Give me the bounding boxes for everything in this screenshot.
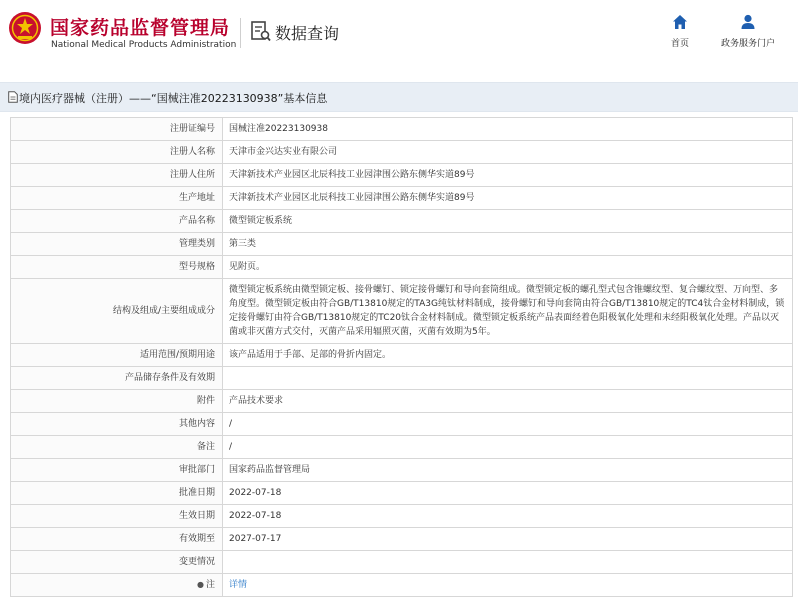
field-value: 第三类 [223,233,793,256]
field-label: 注册人名称 [11,141,223,164]
table-row [11,436,793,459]
field-label: 型号规格 [11,256,223,279]
nav-portal-label: 政务服务门户 [720,39,775,49]
field-label: 产品储存条件及有效期 [11,367,223,390]
field-value: 国家药品监督管理局 [223,459,793,482]
table-row [11,505,793,528]
note-label: 注 [205,580,215,590]
field-label: 管理类别 [11,233,223,256]
field-label: 注册证编号 [11,118,223,141]
field-value: 天津新技术产业园区北辰科技工业园津围公路东侧华实道89号 [223,187,793,210]
site-header [0,0,798,68]
registration-detail-table [10,117,793,597]
breadcrumb-bar [0,82,798,112]
national-emblem-logo [8,11,42,45]
table-row [11,141,793,164]
field-label: 其他内容 [11,413,223,436]
field-value: 国械注准20223130938 [223,118,793,141]
field-label: 产品名称 [11,210,223,233]
field-value: 2027-07-17 [223,528,793,551]
field-value [223,574,793,597]
field-value: 微型锁定板系统由微型锁定板、接骨螺钉、锁定接骨螺钉和导向套筒组成。微型锁定板的螺孔型式包含锥螺纹型、复合螺纹型、万向型、多角度型。微型锁定板由符合GB/T13810规定的TA3G纯钛材料制成，接骨螺钉和导向套筒由符合GB/T13810规定的TC4钛合金材料制成，锁定接骨螺钉由符合GB/T13810规定的TC20钛合金材料制成。微型锁定板系统产品表面经着色阳极氧化处理和未经阳极氧化处理。产品以灭菌或非灭菌方式交付，灭菌产品采用辐照灭菌，灭菌有效期为5年。 [223,279,793,344]
user-icon [740,14,756,30]
field-label: 有效期至 [11,528,223,551]
field-value: / [223,413,793,436]
field-label: 附件 [11,390,223,413]
pin-icon: ● [197,580,204,589]
field-label: 变更情况 [11,551,223,574]
field-label: 审批部门 [11,459,223,482]
field-value [223,367,793,390]
data-query-title: 数据查询 [275,24,340,43]
field-label: 适用范围/预期用途 [11,344,223,367]
field-value [223,551,793,574]
header-divider [240,18,241,48]
table-row [11,528,793,551]
brand-title-en: National Medical Products Administration [51,40,237,50]
table-row [11,256,793,279]
field-label: 生效日期 [11,505,223,528]
document-icon [8,91,18,103]
field-label: 注册人住所 [11,164,223,187]
table-row [11,413,793,436]
field-value: 微型锁定板系统 [223,210,793,233]
table-row [11,367,793,390]
table-row [11,279,793,344]
table-row [11,164,793,187]
table-row [11,118,793,141]
nav-home-label: 首页 [670,39,689,49]
field-value: / [223,436,793,459]
field-label: 批准日期 [11,482,223,505]
field-value: 天津新技术产业园区北辰科技工业园津围公路东侧华实道89号 [223,164,793,187]
table-row [11,390,793,413]
table-row [11,459,793,482]
table-row [11,551,793,574]
table-row [11,344,793,367]
field-label-note [11,574,223,597]
field-value: 产品技术要求 [223,390,793,413]
field-value: 见附页。 [223,256,793,279]
field-label: 结构及组成/主要组成成分 [11,279,223,344]
field-label: 备注 [11,436,223,459]
table-row [11,482,793,505]
breadcrumb: 境内医疗器械（注册）——“国械注准20223130938”基本信息 [19,92,328,105]
home-icon [672,14,688,30]
table-row [11,210,793,233]
field-value: 2022-07-18 [223,482,793,505]
nav-home[interactable] [660,14,700,54]
table-row [11,574,793,597]
table-row [11,187,793,210]
field-value: 该产品适用于手部、足部的骨折内固定。 [223,344,793,367]
field-value: 天津市金兴达实业有限公司 [223,141,793,164]
table-row [11,233,793,256]
nav-government-service-portal[interactable] [712,14,784,54]
field-label: 生产地址 [11,187,223,210]
details-link[interactable]: 详情 [229,580,248,590]
field-value: 2022-07-18 [223,505,793,528]
brand-title-cn: 国家药品监督管理局 [50,17,231,39]
data-query-icon [251,20,271,42]
